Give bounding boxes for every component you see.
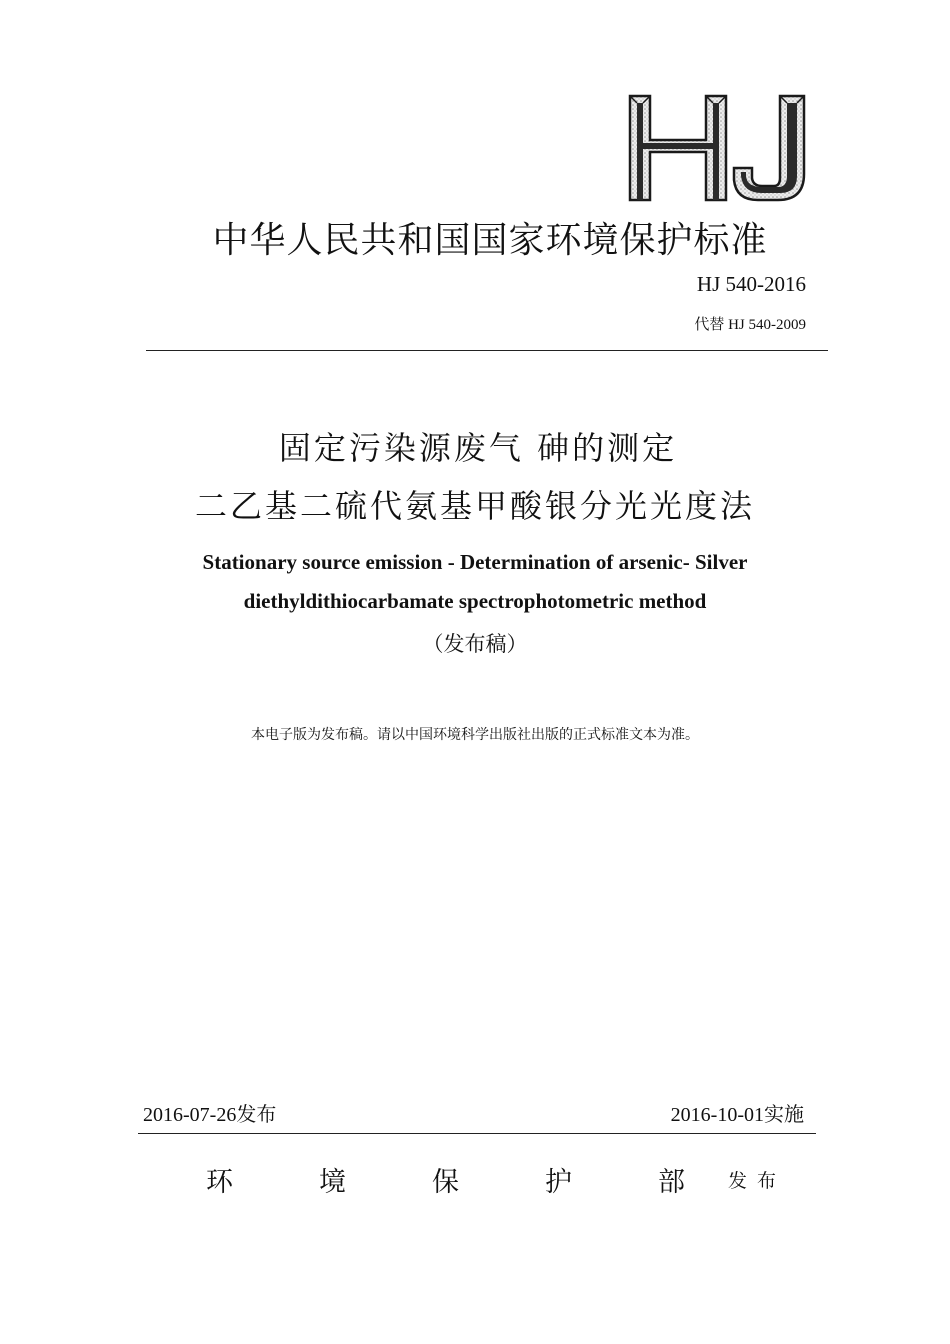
release-status: （发布稿） <box>422 632 528 656</box>
issued-by-label: 发布 <box>728 1170 787 1192</box>
title-english-line1: Stationary source emission - Determination of arsenic- Silver <box>202 550 748 574</box>
issuer-char: 保 <box>432 1167 459 1198</box>
top-divider <box>146 350 828 351</box>
standard-number: HJ 540-2016 <box>696 272 806 296</box>
issuer-char: 护 <box>545 1167 572 1198</box>
standard-body-title: 中华人民共和国国家环境保护标准 <box>212 220 768 261</box>
issuer-char: 部 <box>658 1167 685 1198</box>
title-chinese-line1: 固定污染源废气 砷的测定 <box>278 429 678 467</box>
title-english-line2: diethyldithiocarbamate spectrophotometric method <box>243 589 707 613</box>
issuer-char: 环 <box>206 1167 233 1198</box>
bottom-divider <box>138 1133 816 1134</box>
logo-letter-h <box>630 96 726 200</box>
issuing-authority <box>206 1160 771 1199</box>
logo-letter-j <box>734 96 804 200</box>
title-chinese-line2: 二乙基二硫代氨基甲酸银分光光度法 <box>194 487 755 525</box>
issue-date: 2016-07-26发布 <box>143 1104 277 1126</box>
implementation-date: 2016-10-01实施 <box>670 1104 804 1126</box>
issuer-char: 境 <box>319 1167 346 1198</box>
edition-notice: 本电子版为发布稿。请以中国环境科学出版社出版的正式标准文本为准。 <box>251 727 699 743</box>
replaces-standard: 代替 HJ 540-2009 <box>694 317 806 333</box>
hj-logo <box>628 92 808 204</box>
